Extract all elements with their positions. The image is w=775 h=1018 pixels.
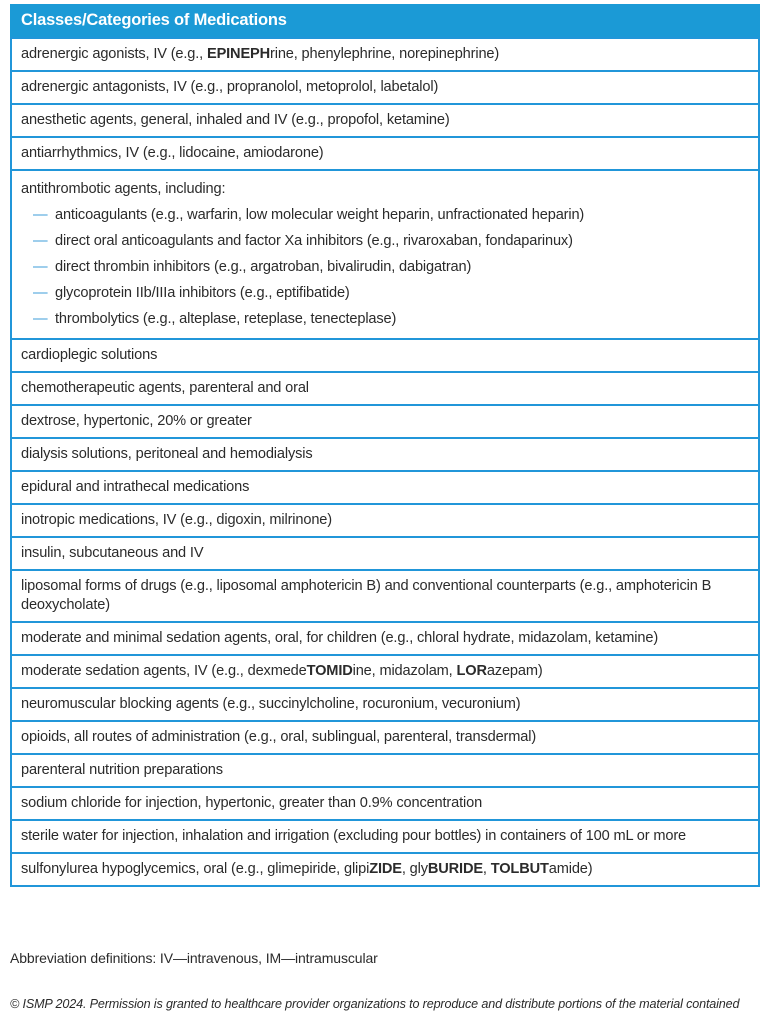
sublist-item (21, 202, 749, 228)
tall-man-lettering: LOR (456, 663, 487, 679)
table-row-adrenergic-antagonists (10, 72, 760, 105)
row-label: adrenergic antagonists, IV (e.g., propranolol, metoprolol, labetalol) (21, 79, 439, 95)
table-row-chemotherapeutic-agents (10, 373, 760, 406)
table-row-liposomal-forms (10, 571, 760, 623)
medications-table (10, 4, 760, 887)
row-label: sterile water for injection, inhalation and irrigation (excluding pour bottles) in containers of 100 mL or more (21, 828, 687, 844)
table-row-epidural-intrathecal (10, 472, 760, 505)
table-row-moderate-sedation-iv (10, 656, 760, 689)
table-row-antithrombotic-agents (10, 171, 760, 340)
row-label: sulfonylurea hypoglycemics, oral (e.g., glimepiride, glipiZIDE, glyBURIDE, TOLBUTamide) (21, 861, 593, 877)
table-row-inotropic-medications (10, 505, 760, 538)
row-label: adrenergic agonists, IV (e.g., EPINEPHrine, phenylephrine, norepinephrine) (21, 46, 500, 62)
sublist-item-label: direct thrombin inhibitors (e.g., argatroban, bivalirudin, dabigatran) (55, 259, 472, 275)
table-row-adrenergic-agonists (10, 37, 760, 72)
sublist-item-label: thrombolytics (e.g., alteplase, reteplase, tenecteplase) (55, 311, 397, 327)
row-label: antithrombotic agents, including: (21, 181, 226, 197)
copyright-notice: © ISMP 2024. Permission is granted to healthcare provider organizations to reproduce and distribute portions of the material contained (10, 997, 740, 1011)
tall-man-lettering: ZIDE (369, 861, 402, 877)
em-dash-bullet-icon: — (33, 259, 48, 275)
tall-man-lettering: TOLBUT (490, 861, 549, 877)
table-header-label: Classes/Categories of Medications (21, 11, 287, 30)
row-label: anesthetic agents, general, inhaled and IV (e.g., propofol, ketamine) (21, 112, 450, 128)
table-row-opioids (10, 722, 760, 755)
abbreviation-definitions: Abbreviation definitions: IV—intravenous, IM—intramuscular (10, 950, 378, 966)
table-row-anesthetic-agents (10, 105, 760, 138)
row-label: liposomal forms of drugs (e.g., liposomal amphotericin B) and conventional counterparts (e.g., amphotericin B deoxycholate) (21, 578, 712, 613)
row-label: moderate and minimal sedation agents, oral, for children (e.g., chloral hydrate, midazolam, ketamine) (21, 630, 659, 646)
table-row-sterile-water (10, 821, 760, 854)
row-label: chemotherapeutic agents, parenteral and oral (21, 380, 309, 396)
row-sublist (21, 202, 749, 332)
table-row-cardioplegic-solutions (10, 340, 760, 373)
row-label: dextrose, hypertonic, 20% or greater (21, 413, 252, 429)
row-label: parenteral nutrition preparations (21, 762, 223, 778)
row-label: sodium chloride for injection, hypertonic, greater than 0.9% concentration (21, 795, 483, 811)
row-label: insulin, subcutaneous and IV (21, 545, 204, 561)
row-label: dialysis solutions, peritoneal and hemodialysis (21, 446, 313, 462)
table-row-moderate-minimal-sedation-oral (10, 623, 760, 656)
em-dash-bullet-icon: — (33, 285, 48, 301)
row-label: epidural and intrathecal medications (21, 479, 250, 495)
sublist-item-label: direct oral anticoagulants and factor Xa inhibitors (e.g., rivaroxaban, fondaparinux) (55, 233, 573, 249)
tall-man-lettering: BURIDE (427, 861, 483, 877)
row-label: inotropic medications, IV (e.g., digoxin, milrinone) (21, 512, 332, 528)
sublist-item (21, 306, 749, 332)
tall-man-lettering: TOMID (306, 663, 353, 679)
row-label: opioids, all routes of administration (e.g., oral, sublingual, parenteral, transdermal) (21, 729, 537, 745)
table-row-sulfonylurea-hypoglycemics (10, 854, 760, 887)
table-row-dialysis-solutions (10, 439, 760, 472)
row-label: antiarrhythmics, IV (e.g., lidocaine, amiodarone) (21, 145, 324, 161)
sublist-item (21, 228, 749, 254)
table-row-neuromuscular-blocking (10, 689, 760, 722)
table-body (10, 37, 760, 887)
sublist-item-label: glycoprotein IIb/IIIa inhibitors (e.g., eptifibatide) (55, 285, 350, 301)
row-label: moderate sedation agents, IV (e.g., dexmedeTOMIDine, midazolam, LORazepam) (21, 663, 543, 679)
table-header (10, 4, 760, 37)
em-dash-bullet-icon: — (33, 311, 48, 327)
sublist-item (21, 280, 749, 306)
tall-man-lettering: EPINEPH (206, 46, 271, 62)
row-label: cardioplegic solutions (21, 347, 158, 363)
table-row-parenteral-nutrition (10, 755, 760, 788)
table-row-antiarrhythmics (10, 138, 760, 171)
table-row-insulin (10, 538, 760, 571)
row-label: neuromuscular blocking agents (e.g., succinylcholine, rocuronium, vecuronium) (21, 696, 521, 712)
em-dash-bullet-icon: — (33, 233, 48, 249)
sublist-item-label: anticoagulants (e.g., warfarin, low molecular weight heparin, unfractionated heparin) (55, 207, 585, 223)
table-row-sodium-chloride (10, 788, 760, 821)
em-dash-bullet-icon: — (33, 207, 48, 223)
sublist-item (21, 254, 749, 280)
table-row-dextrose-hypertonic (10, 406, 760, 439)
